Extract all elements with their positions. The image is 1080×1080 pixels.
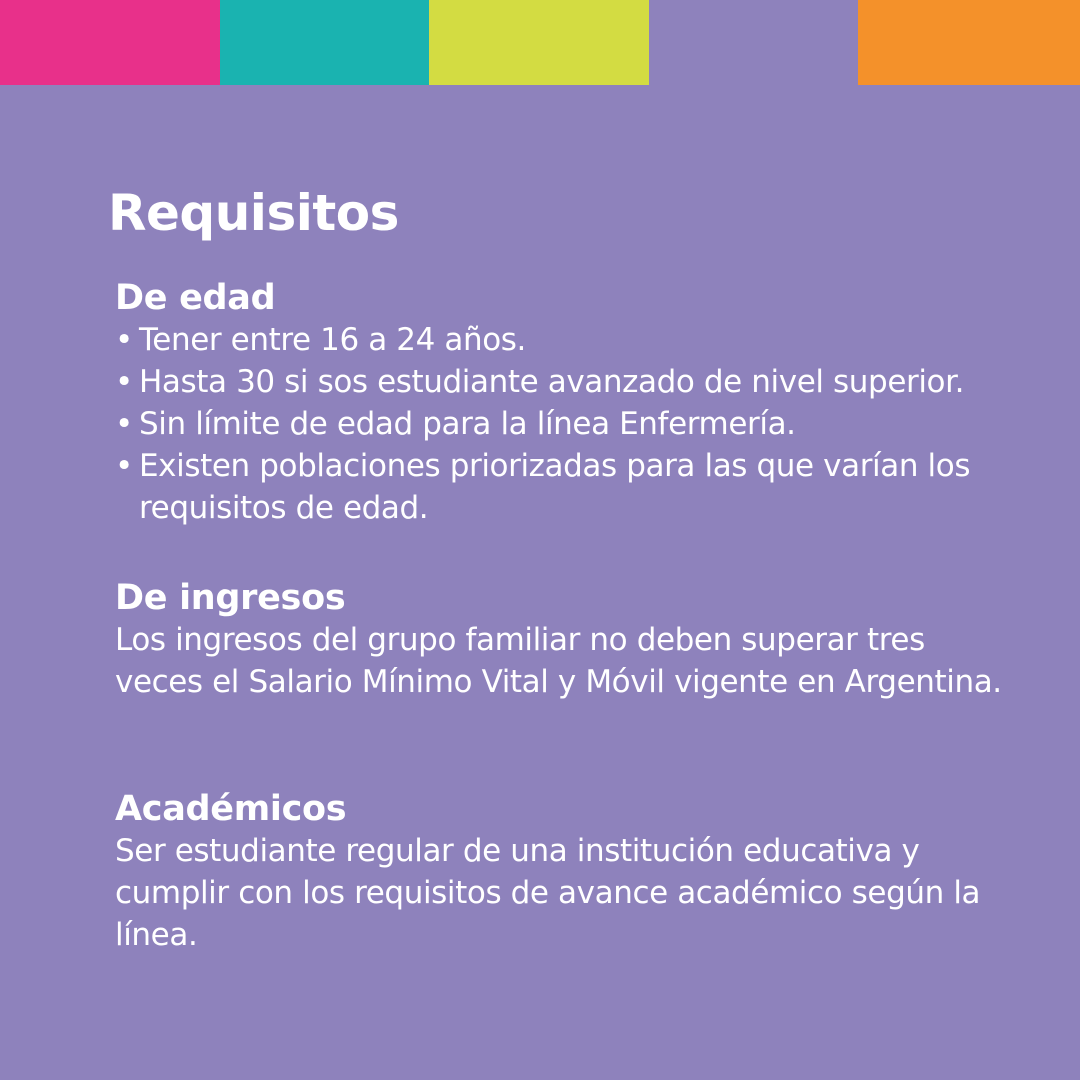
age-requirements-list (115, 319, 1015, 529)
academic-heading: Académicos (115, 789, 347, 829)
bullet-icon: • (115, 322, 133, 358)
list-item (115, 445, 1015, 529)
list-item-text: Sin límite de edad para la línea Enfermería. (139, 406, 796, 442)
list-item-text: Tener entre 16 a 24 años. (139, 322, 526, 358)
list-item (115, 361, 1015, 403)
list-item-text: Existen poblaciones priorizadas para las que varían los requisitos de edad. (139, 448, 971, 526)
income-heading: De ingresos (115, 578, 346, 618)
income-text: Los ingresos del grupo familiar no deben superar tres veces el Salario Mínimo Vital y Móvil vigente en Argentina. (115, 622, 1002, 700)
bullet-icon: • (115, 364, 133, 400)
page-title: Requisitos (108, 184, 399, 242)
bullet-icon: • (115, 406, 133, 442)
list-item (115, 319, 1015, 361)
teal-color-bar (220, 0, 429, 85)
list-item (115, 403, 1015, 445)
academic-text: Ser estudiante regular de una institución educativa y cumplir con los requisitos de avance académico según la línea. (115, 833, 981, 953)
pink-color-bar (0, 0, 220, 85)
academic-requirements-section (115, 788, 1015, 956)
bullet-icon: • (115, 448, 133, 484)
list-item-text: Hasta 30 si sos estudiante avanzado de nivel superior. (139, 364, 965, 400)
lime-color-bar (429, 0, 649, 85)
income-requirements-section (115, 577, 1015, 703)
orange-color-bar (858, 0, 1080, 85)
age-heading: De edad (115, 278, 276, 318)
age-requirements-section (115, 277, 1015, 529)
